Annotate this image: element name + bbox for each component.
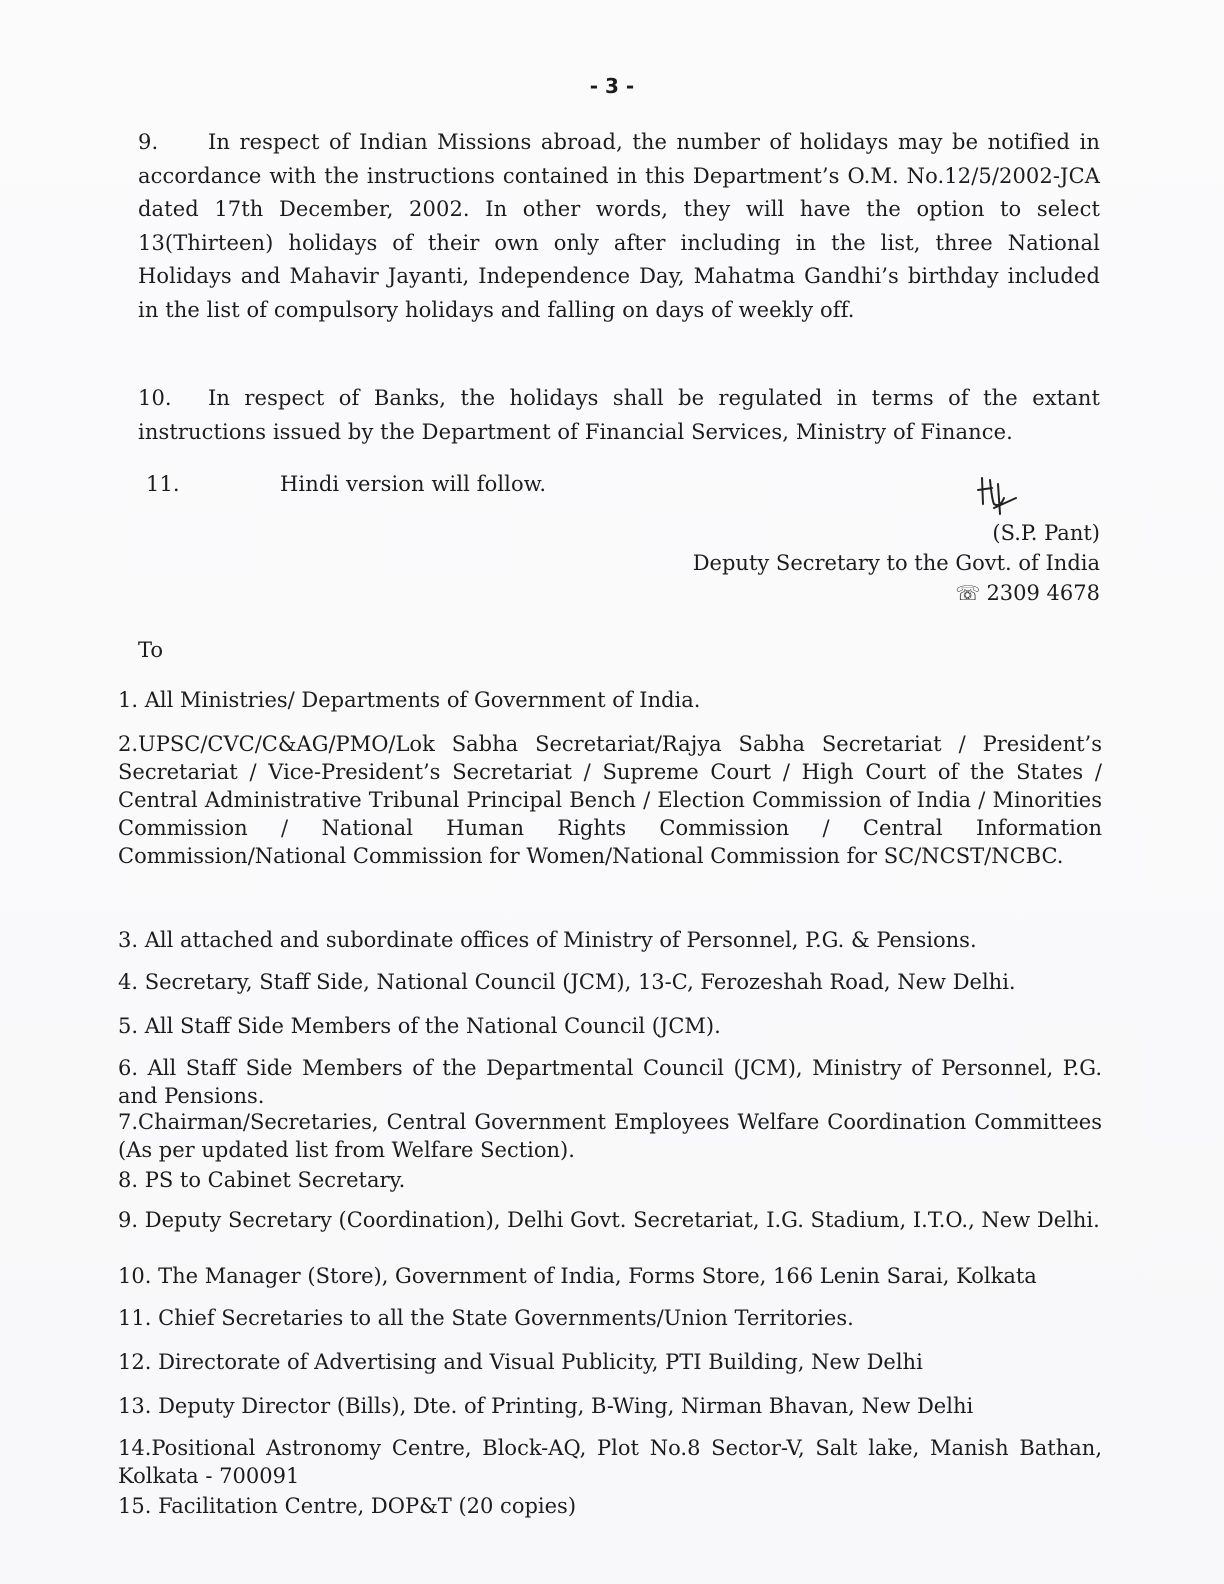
item-text: Chairman/Secretaries, Central Government Employees Welfare Coordination Committees (As per updated list from Welfare Section).: [118, 1110, 1102, 1162]
item-text: UPSC/CVC/C&AG/PMO/Lok Sabha Secretariat/Rajya Sabha Secretariat / President’s Secretariat / Vice-President’s Secretariat / Supreme Court / High Court of the States / Central Administrative Tribunal Principal Bench / Election Commission of India / Minorities Commission / National Human Rights Commission / Central Information Commission/National Commission for Women/National Commission for SC/NCST/NCBC.: [118, 732, 1102, 868]
recipient-item: [118, 1206, 1102, 1234]
item-number: 4.: [118, 970, 139, 994]
item-text: Secretary, Staff Side, National Council (JCM), 13-C, Ferozeshah Road, New Delhi.: [144, 970, 1016, 994]
item-text: All Staff Side Members of the Departmental Council (JCM), Ministry of Personnel, P.G. and Pensions.: [118, 1056, 1102, 1108]
signatory-designation: Deputy Secretary to the Govt. of India: [692, 551, 1100, 575]
item-text: Deputy Director (Bills), Dte. of Printing, B-Wing, Nirman Bhavan, New Delhi: [158, 1394, 974, 1418]
page-number: - 3 -: [589, 74, 635, 98]
item-number: 14.: [118, 1436, 152, 1460]
recipient-item: [118, 1434, 1102, 1490]
signatory-name: (S.P. Pant): [992, 521, 1100, 545]
item-number: 8.: [118, 1168, 139, 1192]
item-number: 11.: [118, 1306, 152, 1330]
paragraph-number: 11.: [146, 472, 180, 496]
phone-number: 2309 4678: [986, 581, 1100, 605]
paragraph-number: 10.: [138, 386, 172, 410]
item-number: 6.: [118, 1056, 139, 1080]
item-number: 3.: [118, 928, 139, 952]
item-number: 2.: [118, 732, 139, 756]
recipient-item: [118, 1108, 1102, 1164]
item-number: 15.: [118, 1494, 152, 1518]
recipient-item: [118, 1054, 1102, 1110]
item-text: All Ministries/ Departments of Government of India.: [144, 688, 701, 712]
item-text: PS to Cabinet Secretary.: [144, 1168, 406, 1192]
recipient-item: [118, 926, 1102, 954]
item-number: 5.: [118, 1014, 139, 1038]
recipient-item: [118, 1492, 1102, 1520]
telephone-icon: ☏: [955, 581, 981, 605]
recipient-item: [118, 1304, 1102, 1332]
recipient-item: [118, 968, 1102, 996]
item-text: All Staff Side Members of the National Council (JCM).: [144, 1014, 721, 1038]
recipient-item: [118, 1262, 1102, 1290]
recipient-item: [118, 730, 1102, 870]
item-number: 1.: [118, 688, 139, 712]
item-text: Chief Secretaries to all the State Governments/Union Territories.: [158, 1306, 854, 1330]
item-text: Positional Astronomy Centre, Block-AQ, Plot No.8 Sector-V, Salt lake, Manish Bathan, Kolkata - 700091: [118, 1436, 1102, 1488]
item-number: 10.: [118, 1264, 152, 1288]
to-label: To: [138, 638, 164, 662]
handwritten-signature-icon: [970, 474, 1030, 518]
paragraph-text: In respect of Banks, the holidays shall be regulated in terms of the extant instructions issued by the Department of Financial Services, Ministry of Finance.: [138, 386, 1100, 444]
recipient-item: [118, 1166, 1102, 1194]
item-number: 9.: [118, 1208, 139, 1232]
paragraph-10: [138, 382, 1100, 449]
item-text: All attached and subordinate offices of Ministry of Personnel, P.G. & Pensions.: [144, 928, 977, 952]
signature-block: [693, 478, 1100, 608]
paragraph-9: [138, 126, 1100, 327]
recipient-item: [118, 1348, 1102, 1376]
item-number: 13.: [118, 1394, 152, 1418]
item-text: Facilitation Centre, DOP&T (20 copies): [158, 1494, 577, 1518]
item-number: 7.: [118, 1110, 139, 1134]
item-text: Directorate of Advertising and Visual Publicity, PTI Building, New Delhi: [158, 1350, 923, 1374]
paragraph-number: 9.: [138, 130, 159, 154]
signatory-phone: [693, 578, 1100, 608]
recipient-item: [118, 1392, 1102, 1420]
paragraph-text: In respect of Indian Missions abroad, the number of holidays may be notified in accordance with the instructions contained in this Department’s O.M. No.12/5/2002-JCA dated 17th December, 2002. In other words, they will have the option to select 13(Thirteen) holidays of their own only after including in the list, three National Holidays and Mahavir Jayanti, Independence Day, Mahatma Gandhi’s birthday included in the list of compulsory holidays and falling on days of weekly off.: [138, 130, 1100, 322]
recipient-item: [118, 686, 1102, 714]
paragraph-text: Hindi version will follow.: [280, 472, 547, 496]
item-number: 12.: [118, 1350, 152, 1374]
item-text: The Manager (Store), Government of India, Forms Store, 166 Lenin Sarai, Kolkata: [158, 1264, 1037, 1288]
item-text: Deputy Secretary (Coordination), Delhi Govt. Secretariat, I.G. Stadium, I.T.O., New Delhi.: [144, 1208, 1100, 1232]
recipient-item: [118, 1012, 1102, 1040]
